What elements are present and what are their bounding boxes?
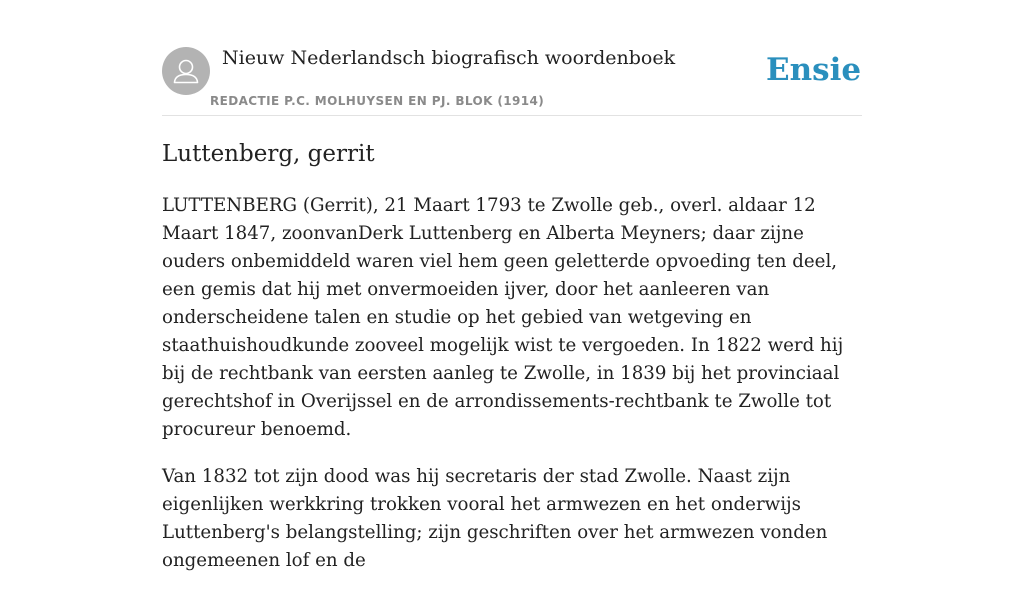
entry-title: Luttenberg, gerrit bbox=[162, 141, 375, 167]
ensie-logo[interactable]: Ensie bbox=[766, 52, 862, 88]
entry-paragraph: LUTTENBERG (Gerrit), 21 Maart 1793 te Zwolle geb., overl. aldaar 12 Maart 1847, zoonvanDerk Luttenberg en Alberta Meyners; daar zijne ouders onbemiddeld waren viel hem geen geletterde opvoeding ten deel, een gemis dat hij met onvermoeiden ijver, door het aanleeren van onderscheidene talen en studie op het gebied van wetgeving en staathuishoudkunde zooveel mogelijk wist te vergoeden. In 1822 werd hij bij de rechtbank van eersten aanleg te Zwolle, in 1839 bij het provinciaal gerechtshof in Overijssel en de arrondissements-rechtbank te Zwolle tot procureur benoemd. bbox=[162, 195, 844, 440]
user-silhouette-icon bbox=[162, 47, 210, 95]
entry-body bbox=[162, 192, 862, 594]
entry-paragraph: Van 1832 tot zijn dood was hij secretaris der stad Zwolle. Naast zijn eigenlijken werkkring trokken vooral het armwezen en het onderwijs Luttenberg's belangstelling; zijn geschriften over het armwezen vonden ongemeenen lof en de bbox=[162, 466, 828, 571]
source-editors: REDACTIE P.C. MOLHUYSEN EN PJ. BLOK (1914) bbox=[210, 94, 545, 108]
source-title[interactable]: Nieuw Nederlandsch biografisch woordenboek bbox=[222, 47, 676, 69]
header-divider bbox=[162, 115, 862, 116]
